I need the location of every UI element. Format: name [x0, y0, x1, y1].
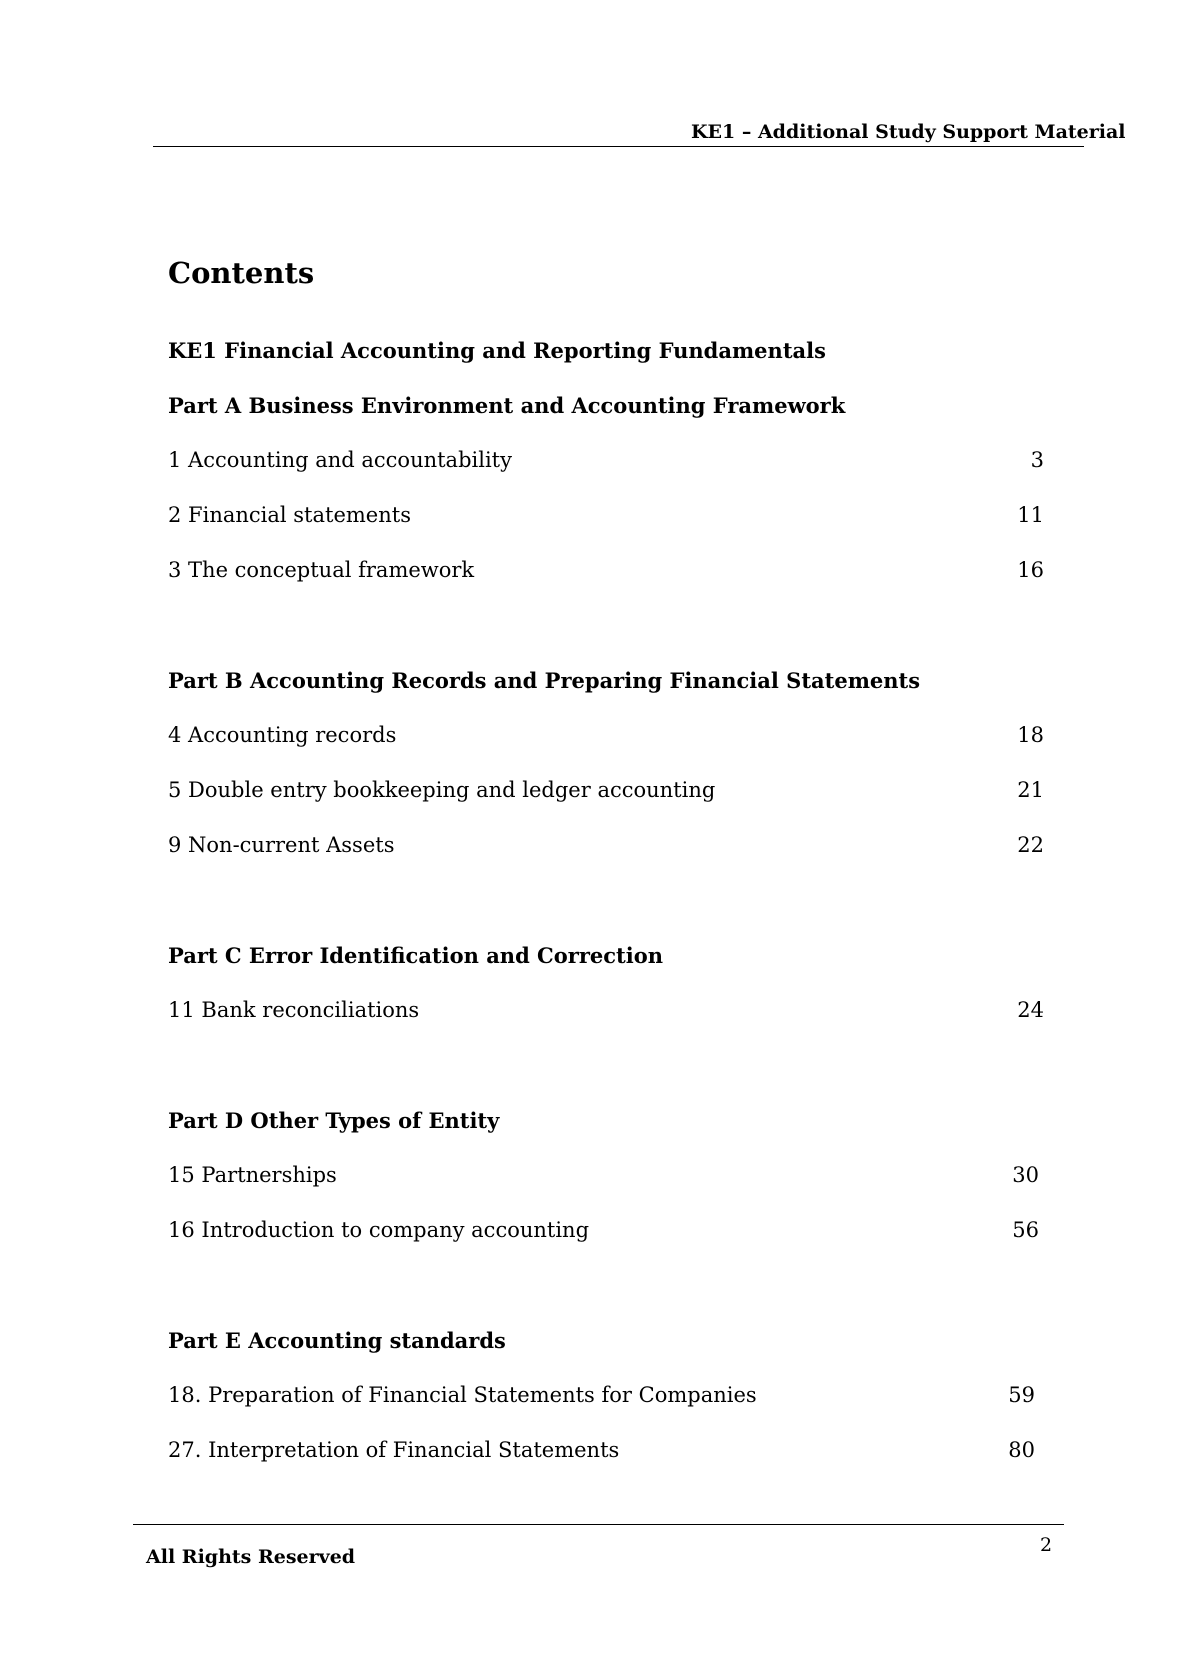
- toc-page-number: 56: [1012, 1218, 1039, 1242]
- toc-entry: 2 Financial statements: [168, 503, 411, 527]
- part-c-heading: Part C Error Identification and Correction: [168, 943, 664, 968]
- running-header: KE1 – Additional Study Support Material: [691, 121, 1126, 143]
- toc-page-number: 59: [1008, 1383, 1035, 1407]
- toc-page-number: 21: [1017, 778, 1044, 802]
- toc-page-number: 3: [1030, 448, 1044, 472]
- toc-entry: 9 Non-current Assets: [168, 833, 395, 857]
- toc-page-number: 80: [1008, 1438, 1035, 1462]
- toc-entry: 5 Double entry bookkeeping and ledger accounting: [168, 778, 716, 802]
- footer-rights: All Rights Reserved: [146, 1546, 356, 1568]
- toc-entry: 4 Accounting records: [168, 723, 397, 747]
- part-a-heading: Part A Business Environment and Accounting Framework: [168, 393, 846, 418]
- footer-page-number: 2: [1040, 1534, 1053, 1556]
- toc-entry: 11 Bank reconciliations: [168, 998, 420, 1022]
- toc-page-number: 22: [1017, 833, 1044, 857]
- toc-page-number: 11: [1017, 503, 1044, 527]
- toc-page-number: 16: [1017, 558, 1044, 582]
- toc-page-number: 18: [1017, 723, 1044, 747]
- header-rule: [153, 146, 1084, 147]
- subject-heading: KE1 Financial Accounting and Reporting Fundamentals: [168, 338, 826, 363]
- toc-entry: 15 Partnerships: [168, 1163, 337, 1187]
- toc-entry: 27. Interpretation of Financial Statements: [168, 1438, 620, 1462]
- part-d-heading: Part D Other Types of Entity: [168, 1108, 500, 1133]
- toc-page-number: 30: [1012, 1163, 1039, 1187]
- part-b-heading: Part B Accounting Records and Preparing Financial Statements: [168, 668, 921, 693]
- toc-entry: 1 Accounting and accountability: [168, 448, 512, 472]
- toc-entry: 18. Preparation of Financial Statements for Companies: [168, 1383, 757, 1407]
- footer-rule: [133, 1524, 1064, 1525]
- part-e-heading: Part E Accounting standards: [168, 1328, 506, 1353]
- toc-entry: 16 Introduction to company accounting: [168, 1218, 590, 1242]
- page-title: Contents: [168, 256, 315, 290]
- toc-page-number: 24: [1017, 998, 1044, 1022]
- toc-entry: 3 The conceptual framework: [168, 558, 475, 582]
